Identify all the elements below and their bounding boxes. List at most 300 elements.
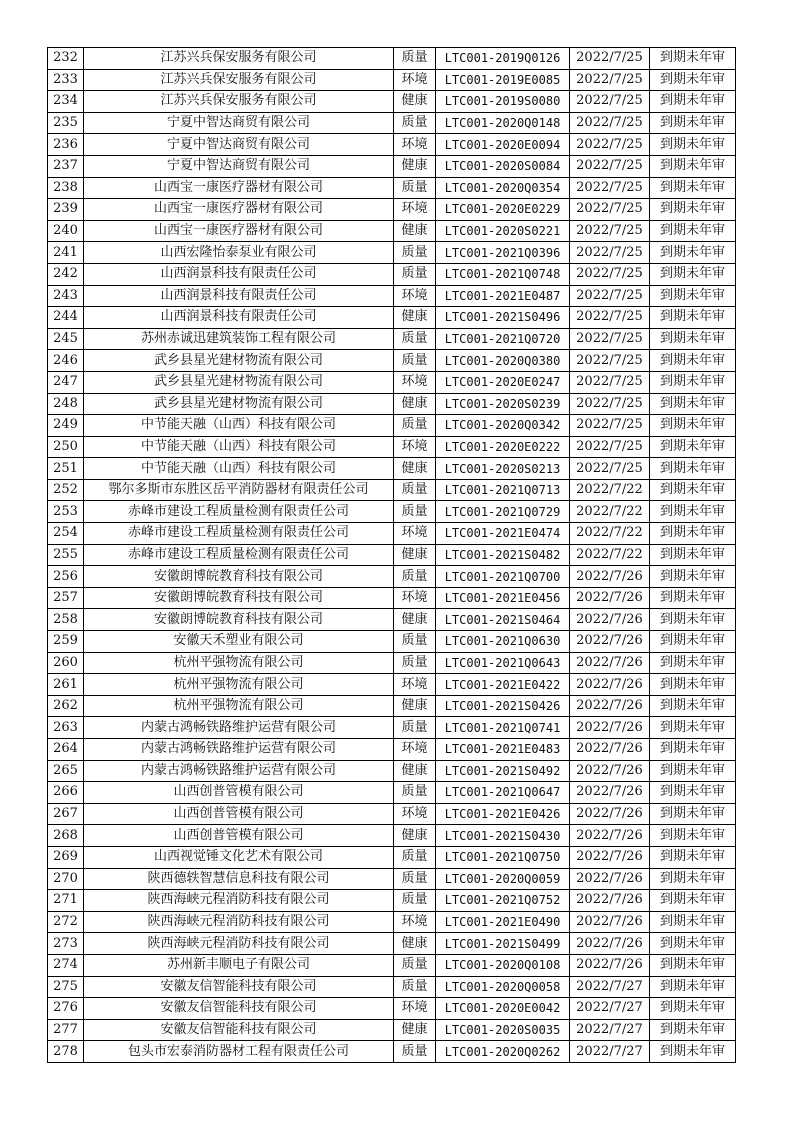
- system-type: 健康: [394, 155, 436, 177]
- certificate-code: LTC001-2021S0492: [436, 760, 570, 782]
- system-type: 环境: [394, 998, 436, 1020]
- audit-status: 到期未年审: [650, 652, 736, 674]
- company-name: 山西宏隆怡泰泵业有限公司: [84, 242, 394, 264]
- audit-status: 到期未年审: [650, 846, 736, 868]
- certificate-code: LTC001-2021Q0750: [436, 846, 570, 868]
- row-number: 251: [48, 458, 84, 480]
- row-number: 247: [48, 371, 84, 393]
- certificate-code: LTC001-2020Q0058: [436, 976, 570, 998]
- row-number: 256: [48, 566, 84, 588]
- row-number: 269: [48, 846, 84, 868]
- certificate-code: LTC001-2021S0499: [436, 933, 570, 955]
- company-name: 武乡县星光建材物流有限公司: [84, 371, 394, 393]
- system-type: 质量: [394, 328, 436, 350]
- certificate-code: LTC001-2019S0080: [436, 91, 570, 113]
- certificate-code: LTC001-2021S0496: [436, 307, 570, 329]
- system-type: 健康: [394, 220, 436, 242]
- table-row: [48, 479, 736, 501]
- table-row: [48, 652, 736, 674]
- system-type: 质量: [394, 566, 436, 588]
- audit-status: 到期未年审: [650, 393, 736, 415]
- row-number: 233: [48, 69, 84, 91]
- table-row: [48, 760, 736, 782]
- audit-status: 到期未年审: [650, 436, 736, 458]
- certificate-code: LTC001-2021Q0630: [436, 631, 570, 653]
- expiry-date: 2022/7/25: [570, 328, 650, 350]
- expiry-date: 2022/7/26: [570, 933, 650, 955]
- certificate-code: LTC001-2021E0483: [436, 739, 570, 761]
- expiry-date: 2022/7/26: [570, 868, 650, 890]
- system-type: 健康: [394, 609, 436, 631]
- audit-status: 到期未年审: [650, 134, 736, 156]
- expiry-date: 2022/7/26: [570, 760, 650, 782]
- table-body: [48, 48, 736, 1063]
- expiry-date: 2022/7/26: [570, 695, 650, 717]
- company-name: 安徽天禾塑业有限公司: [84, 631, 394, 653]
- certificate-code: LTC001-2019Q0126: [436, 48, 570, 70]
- company-name: 安徽朗博皖教育科技有限公司: [84, 609, 394, 631]
- system-type: 健康: [394, 933, 436, 955]
- certificate-code: LTC001-2020S0035: [436, 1019, 570, 1041]
- system-type: 质量: [394, 501, 436, 523]
- table-row: [48, 825, 736, 847]
- table-row: [48, 717, 736, 739]
- table-row: [48, 674, 736, 696]
- company-name: 杭州平强物流有限公司: [84, 674, 394, 696]
- row-number: 263: [48, 717, 84, 739]
- certificate-code: LTC001-2021E0422: [436, 674, 570, 696]
- system-type: 环境: [394, 803, 436, 825]
- audit-status: 到期未年审: [650, 911, 736, 933]
- certificate-code: LTC001-2021S0482: [436, 544, 570, 566]
- audit-status: 到期未年审: [650, 760, 736, 782]
- system-type: 环境: [394, 69, 436, 91]
- row-number: 236: [48, 134, 84, 156]
- expiry-date: 2022/7/25: [570, 220, 650, 242]
- table-row: [48, 782, 736, 804]
- table-row: [48, 890, 736, 912]
- table-row: [48, 220, 736, 242]
- row-number: 267: [48, 803, 84, 825]
- company-name: 赤峰市建设工程质量检测有限责任公司: [84, 501, 394, 523]
- company-name: 陕西海峡元程消防科技有限公司: [84, 890, 394, 912]
- table-row: [48, 263, 736, 285]
- certificate-code: LTC001-2020Q0148: [436, 112, 570, 134]
- table-row: [48, 631, 736, 653]
- expiry-date: 2022/7/25: [570, 134, 650, 156]
- certificate-code: LTC001-2021Q0647: [436, 782, 570, 804]
- audit-status: 到期未年审: [650, 587, 736, 609]
- table-row: [48, 1019, 736, 1041]
- row-number: 244: [48, 307, 84, 329]
- certificate-code: LTC001-2020S0084: [436, 155, 570, 177]
- row-number: 245: [48, 328, 84, 350]
- company-name: 山西创普管模有限公司: [84, 803, 394, 825]
- audit-status: 到期未年审: [650, 458, 736, 480]
- company-name: 江苏兴兵保安服务有限公司: [84, 48, 394, 70]
- table-row: [48, 566, 736, 588]
- audit-status: 到期未年审: [650, 501, 736, 523]
- company-name: 安徽朗博皖教育科技有限公司: [84, 587, 394, 609]
- system-type: 质量: [394, 782, 436, 804]
- system-type: 质量: [394, 242, 436, 264]
- row-number: 274: [48, 954, 84, 976]
- certificate-code: LTC001-2020Q0262: [436, 1041, 570, 1063]
- system-type: 健康: [394, 91, 436, 113]
- row-number: 265: [48, 760, 84, 782]
- audit-status: 到期未年审: [650, 220, 736, 242]
- row-number: 243: [48, 285, 84, 307]
- company-name: 苏州赤诚迅建筑装饰工程有限公司: [84, 328, 394, 350]
- certificate-code: LTC001-2021Q0748: [436, 263, 570, 285]
- audit-status: 到期未年审: [650, 307, 736, 329]
- audit-status: 到期未年审: [650, 609, 736, 631]
- system-type: 质量: [394, 263, 436, 285]
- row-number: 240: [48, 220, 84, 242]
- certificate-code: LTC001-2021Q0729: [436, 501, 570, 523]
- system-type: 环境: [394, 285, 436, 307]
- expiry-date: 2022/7/27: [570, 976, 650, 998]
- expiry-date: 2022/7/26: [570, 739, 650, 761]
- certificate-code: LTC001-2020S0213: [436, 458, 570, 480]
- row-number: 248: [48, 393, 84, 415]
- table-row: [48, 458, 736, 480]
- row-number: 232: [48, 48, 84, 70]
- expiry-date: 2022/7/26: [570, 717, 650, 739]
- table-row: [48, 285, 736, 307]
- expiry-date: 2022/7/25: [570, 263, 650, 285]
- table-row: [48, 350, 736, 372]
- expiry-date: 2022/7/26: [570, 674, 650, 696]
- table-row: [48, 609, 736, 631]
- expiry-date: 2022/7/25: [570, 350, 650, 372]
- row-number: 239: [48, 199, 84, 221]
- expiry-date: 2022/7/25: [570, 393, 650, 415]
- expiry-date: 2022/7/26: [570, 954, 650, 976]
- row-number: 254: [48, 523, 84, 545]
- row-number: 234: [48, 91, 84, 113]
- expiry-date: 2022/7/26: [570, 825, 650, 847]
- company-name: 山西宝一康医疗器材有限公司: [84, 220, 394, 242]
- company-name: 陕西海峡元程消防科技有限公司: [84, 911, 394, 933]
- company-name: 苏州新丰顺电子有限公司: [84, 954, 394, 976]
- certificate-table: [47, 47, 736, 1063]
- expiry-date: 2022/7/22: [570, 544, 650, 566]
- audit-status: 到期未年审: [650, 371, 736, 393]
- expiry-date: 2022/7/26: [570, 631, 650, 653]
- audit-status: 到期未年审: [650, 523, 736, 545]
- system-type: 健康: [394, 393, 436, 415]
- audit-status: 到期未年审: [650, 890, 736, 912]
- company-name: 包头市宏泰消防器材工程有限责任公司: [84, 1041, 394, 1063]
- row-number: 238: [48, 177, 84, 199]
- audit-status: 到期未年审: [650, 112, 736, 134]
- system-type: 健康: [394, 695, 436, 717]
- table-row: [48, 134, 736, 156]
- table-row: [48, 48, 736, 70]
- row-number: 258: [48, 609, 84, 631]
- audit-status: 到期未年审: [650, 69, 736, 91]
- system-type: 环境: [394, 436, 436, 458]
- audit-status: 到期未年审: [650, 1019, 736, 1041]
- system-type: 环境: [394, 199, 436, 221]
- table-row: [48, 587, 736, 609]
- system-type: 质量: [394, 479, 436, 501]
- certificate-code: LTC001-2020Q0354: [436, 177, 570, 199]
- certificate-code: LTC001-2021Q0713: [436, 479, 570, 501]
- system-type: 环境: [394, 674, 436, 696]
- row-number: 278: [48, 1041, 84, 1063]
- expiry-date: 2022/7/25: [570, 371, 650, 393]
- company-name: 中节能天融（山西）科技有限公司: [84, 415, 394, 437]
- expiry-date: 2022/7/27: [570, 1019, 650, 1041]
- certificate-code: LTC001-2021Q0643: [436, 652, 570, 674]
- company-name: 陕西海峡元程消防科技有限公司: [84, 933, 394, 955]
- company-name: 内蒙古鸿畅铁路维护运营有限公司: [84, 717, 394, 739]
- company-name: 中节能天融（山西）科技有限公司: [84, 436, 394, 458]
- row-number: 276: [48, 998, 84, 1020]
- system-type: 健康: [394, 544, 436, 566]
- table-row: [48, 436, 736, 458]
- audit-status: 到期未年审: [650, 674, 736, 696]
- system-type: 质量: [394, 890, 436, 912]
- table-row: [48, 91, 736, 113]
- audit-status: 到期未年审: [650, 695, 736, 717]
- expiry-date: 2022/7/25: [570, 69, 650, 91]
- system-type: 质量: [394, 177, 436, 199]
- system-type: 质量: [394, 954, 436, 976]
- company-name: 安徽友信智能科技有限公司: [84, 1019, 394, 1041]
- company-name: 杭州平强物流有限公司: [84, 652, 394, 674]
- expiry-date: 2022/7/25: [570, 415, 650, 437]
- audit-status: 到期未年审: [650, 868, 736, 890]
- audit-status: 到期未年审: [650, 415, 736, 437]
- system-type: 环境: [394, 134, 436, 156]
- company-name: 山西润景科技有限责任公司: [84, 263, 394, 285]
- row-number: 270: [48, 868, 84, 890]
- row-number: 241: [48, 242, 84, 264]
- system-type: 环境: [394, 739, 436, 761]
- row-number: 242: [48, 263, 84, 285]
- company-name: 山西润景科技有限责任公司: [84, 307, 394, 329]
- row-number: 255: [48, 544, 84, 566]
- system-type: 质量: [394, 1041, 436, 1063]
- expiry-date: 2022/7/25: [570, 242, 650, 264]
- row-number: 253: [48, 501, 84, 523]
- expiry-date: 2022/7/25: [570, 112, 650, 134]
- expiry-date: 2022/7/27: [570, 1041, 650, 1063]
- expiry-date: 2022/7/26: [570, 566, 650, 588]
- certificate-code: LTC001-2021Q0396: [436, 242, 570, 264]
- company-name: 武乡县星光建材物流有限公司: [84, 393, 394, 415]
- expiry-date: 2022/7/25: [570, 458, 650, 480]
- table-row: [48, 544, 736, 566]
- row-number: 271: [48, 890, 84, 912]
- table-row: [48, 393, 736, 415]
- system-type: 质量: [394, 350, 436, 372]
- certificate-code: LTC001-2020E0229: [436, 199, 570, 221]
- expiry-date: 2022/7/25: [570, 436, 650, 458]
- expiry-date: 2022/7/22: [570, 523, 650, 545]
- expiry-date: 2022/7/25: [570, 307, 650, 329]
- company-name: 赤峰市建设工程质量检测有限责任公司: [84, 523, 394, 545]
- system-type: 质量: [394, 652, 436, 674]
- row-number: 260: [48, 652, 84, 674]
- system-type: 环境: [394, 911, 436, 933]
- expiry-date: 2022/7/22: [570, 501, 650, 523]
- row-number: 249: [48, 415, 84, 437]
- row-number: 275: [48, 976, 84, 998]
- table-row: [48, 998, 736, 1020]
- row-number: 252: [48, 479, 84, 501]
- table-row: [48, 954, 736, 976]
- row-number: 262: [48, 695, 84, 717]
- row-number: 250: [48, 436, 84, 458]
- row-number: 246: [48, 350, 84, 372]
- row-number: 237: [48, 155, 84, 177]
- row-number: 261: [48, 674, 84, 696]
- expiry-date: 2022/7/26: [570, 911, 650, 933]
- system-type: 质量: [394, 868, 436, 890]
- expiry-date: 2022/7/25: [570, 48, 650, 70]
- audit-status: 到期未年审: [650, 998, 736, 1020]
- audit-status: 到期未年审: [650, 566, 736, 588]
- audit-status: 到期未年审: [650, 782, 736, 804]
- company-name: 杭州平强物流有限公司: [84, 695, 394, 717]
- audit-status: 到期未年审: [650, 631, 736, 653]
- company-name: 安徽友信智能科技有限公司: [84, 998, 394, 1020]
- table-row: [48, 199, 736, 221]
- system-type: 质量: [394, 112, 436, 134]
- certificate-code: LTC001-2021S0430: [436, 825, 570, 847]
- company-name: 赤峰市建设工程质量检测有限责任公司: [84, 544, 394, 566]
- system-type: 质量: [394, 976, 436, 998]
- audit-status: 到期未年审: [650, 544, 736, 566]
- certificate-code: LTC001-2021Q0720: [436, 328, 570, 350]
- company-name: 中节能天融（山西）科技有限公司: [84, 458, 394, 480]
- company-name: 鄂尔多斯市东胜区岳平消防器材有限责任公司: [84, 479, 394, 501]
- audit-status: 到期未年审: [650, 242, 736, 264]
- certificate-code: LTC001-2019E0085: [436, 69, 570, 91]
- row-number: 266: [48, 782, 84, 804]
- audit-status: 到期未年审: [650, 717, 736, 739]
- company-name: 陕西德轶智慧信息科技有限公司: [84, 868, 394, 890]
- certificate-code: LTC001-2021Q0752: [436, 890, 570, 912]
- certificate-code: LTC001-2021E0474: [436, 523, 570, 545]
- table-row: [48, 69, 736, 91]
- system-type: 健康: [394, 458, 436, 480]
- certificate-code: LTC001-2020Q0059: [436, 868, 570, 890]
- certificate-code: LTC001-2020E0042: [436, 998, 570, 1020]
- table-row: [48, 868, 736, 890]
- table-row: [48, 846, 736, 868]
- certificate-code: LTC001-2020E0094: [436, 134, 570, 156]
- row-number: 235: [48, 112, 84, 134]
- table-row: [48, 155, 736, 177]
- company-name: 宁夏中智达商贸有限公司: [84, 155, 394, 177]
- table-row: [48, 177, 736, 199]
- row-number: 259: [48, 631, 84, 653]
- company-name: 江苏兴兵保安服务有限公司: [84, 69, 394, 91]
- company-name: 山西润景科技有限责任公司: [84, 285, 394, 307]
- audit-status: 到期未年审: [650, 91, 736, 113]
- company-name: 内蒙古鸿畅铁路维护运营有限公司: [84, 739, 394, 761]
- company-name: 安徽朗博皖教育科技有限公司: [84, 566, 394, 588]
- row-number: 264: [48, 739, 84, 761]
- audit-status: 到期未年审: [650, 803, 736, 825]
- table-row: [48, 523, 736, 545]
- system-type: 环境: [394, 523, 436, 545]
- certificate-code: LTC001-2020Q0108: [436, 954, 570, 976]
- system-type: 质量: [394, 631, 436, 653]
- certificate-code: LTC001-2021Q0700: [436, 566, 570, 588]
- expiry-date: 2022/7/26: [570, 782, 650, 804]
- company-name: 安徽友信智能科技有限公司: [84, 976, 394, 998]
- company-name: 宁夏中智达商贸有限公司: [84, 134, 394, 156]
- table-row: [48, 242, 736, 264]
- certificate-code: LTC001-2021E0487: [436, 285, 570, 307]
- audit-status: 到期未年审: [650, 177, 736, 199]
- certificate-code: LTC001-2020Q0342: [436, 415, 570, 437]
- system-type: 环境: [394, 587, 436, 609]
- expiry-date: 2022/7/26: [570, 652, 650, 674]
- system-type: 健康: [394, 307, 436, 329]
- expiry-date: 2022/7/25: [570, 285, 650, 307]
- expiry-date: 2022/7/27: [570, 998, 650, 1020]
- expiry-date: 2022/7/25: [570, 91, 650, 113]
- company-name: 武乡县星光建材物流有限公司: [84, 350, 394, 372]
- row-number: 257: [48, 587, 84, 609]
- expiry-date: 2022/7/22: [570, 479, 650, 501]
- table-row: [48, 112, 736, 134]
- table-row: [48, 695, 736, 717]
- row-number: 272: [48, 911, 84, 933]
- audit-status: 到期未年审: [650, 199, 736, 221]
- certificate-code: LTC001-2020S0239: [436, 393, 570, 415]
- expiry-date: 2022/7/26: [570, 609, 650, 631]
- row-number: 273: [48, 933, 84, 955]
- company-name: 山西宝一康医疗器材有限公司: [84, 177, 394, 199]
- row-number: 277: [48, 1019, 84, 1041]
- system-type: 质量: [394, 48, 436, 70]
- company-name: 宁夏中智达商贸有限公司: [84, 112, 394, 134]
- table-row: [48, 328, 736, 350]
- table-row: [48, 415, 736, 437]
- table-row: [48, 803, 736, 825]
- company-name: 山西宝一康医疗器材有限公司: [84, 199, 394, 221]
- system-type: 健康: [394, 1019, 436, 1041]
- audit-status: 到期未年审: [650, 263, 736, 285]
- certificate-code: LTC001-2021S0464: [436, 609, 570, 631]
- table-row: [48, 933, 736, 955]
- company-name: 山西创普管模有限公司: [84, 825, 394, 847]
- expiry-date: 2022/7/25: [570, 177, 650, 199]
- audit-status: 到期未年审: [650, 1041, 736, 1063]
- company-name: 山西创普管模有限公司: [84, 782, 394, 804]
- audit-status: 到期未年审: [650, 328, 736, 350]
- audit-status: 到期未年审: [650, 48, 736, 70]
- company-name: 内蒙古鸿畅铁路维护运营有限公司: [84, 760, 394, 782]
- company-name: 江苏兴兵保安服务有限公司: [84, 91, 394, 113]
- audit-status: 到期未年审: [650, 479, 736, 501]
- audit-status: 到期未年审: [650, 155, 736, 177]
- certificate-code: LTC001-2021E0456: [436, 587, 570, 609]
- table-row: [48, 976, 736, 998]
- table-row: [48, 739, 736, 761]
- row-number: 268: [48, 825, 84, 847]
- audit-status: 到期未年审: [650, 825, 736, 847]
- table-row: [48, 1041, 736, 1063]
